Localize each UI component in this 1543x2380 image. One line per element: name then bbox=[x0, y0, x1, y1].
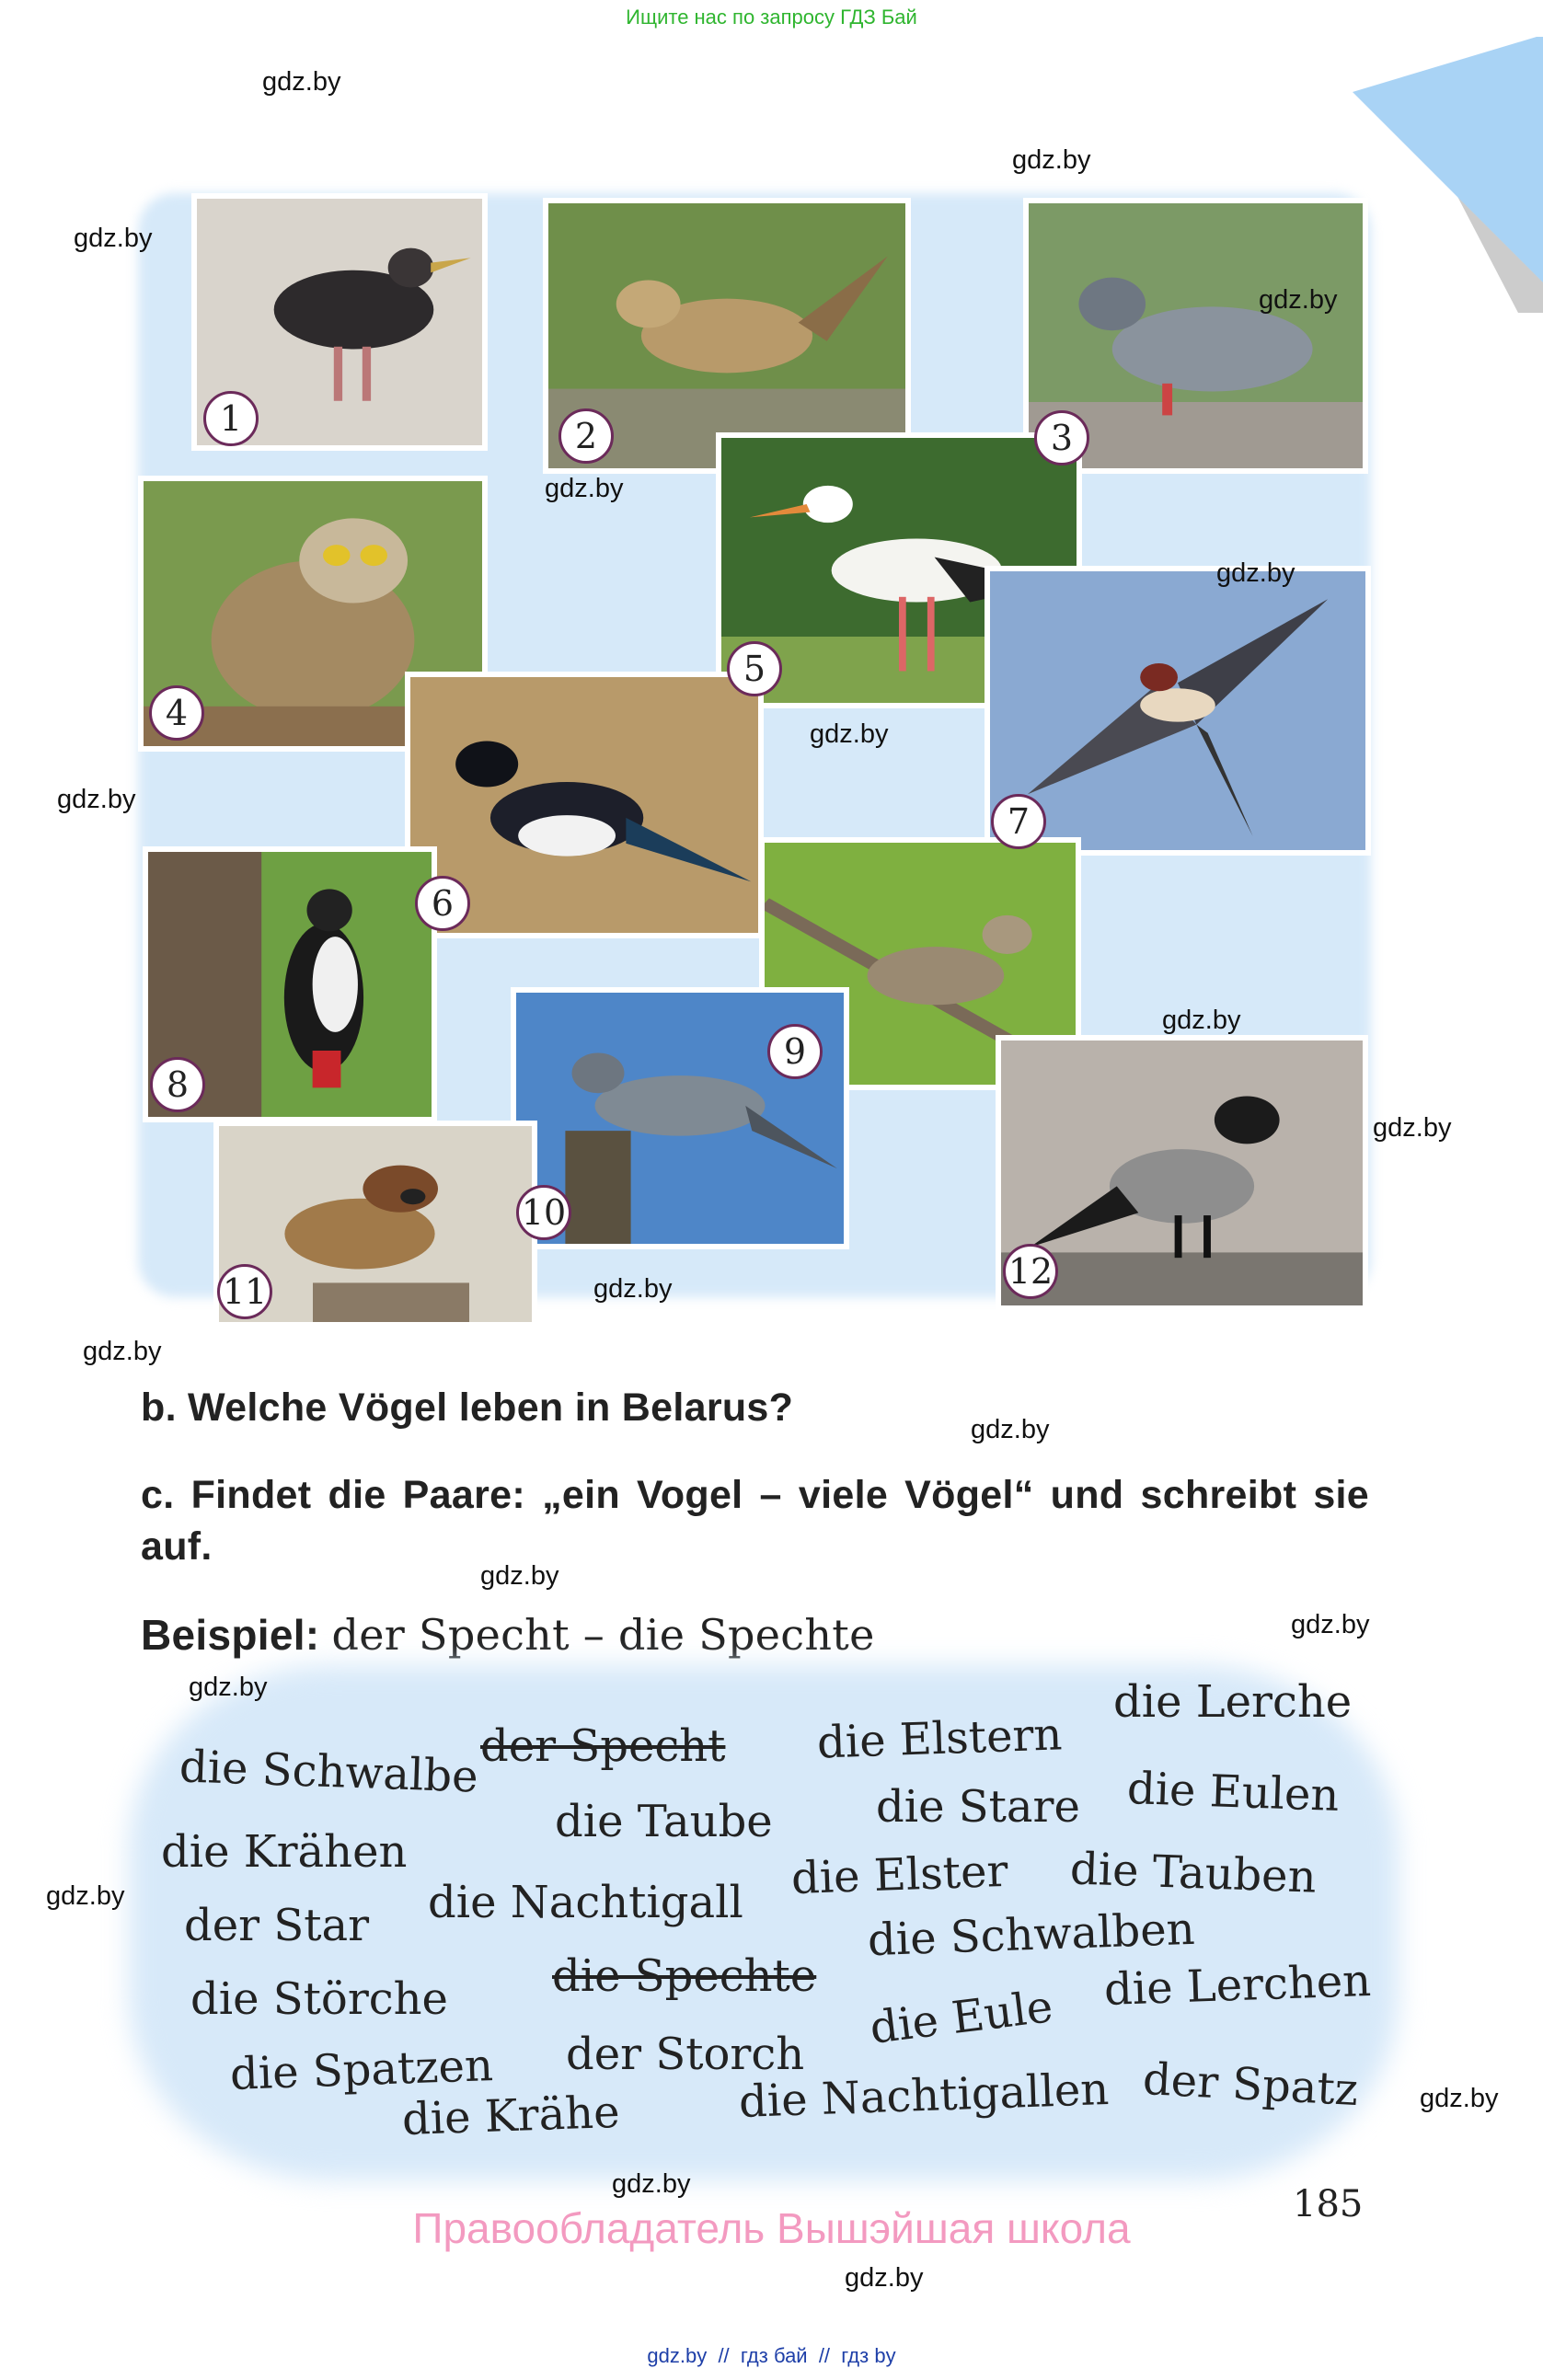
photo-number-5: 5 bbox=[727, 641, 782, 696]
page-corner-tab bbox=[1353, 37, 1543, 313]
word-die-stoerche: die Störche bbox=[190, 1973, 448, 2025]
word-die-schwalben: die Schwalben bbox=[867, 1903, 1196, 1967]
watermark: gdz.by bbox=[262, 67, 341, 97]
word-die-spechte-crossed: die Spechte bbox=[552, 1950, 817, 2002]
question-c: c. Findet die Paare: „ein Vogel – viele Vögel“ und schreibt sie auf. bbox=[141, 1473, 1369, 1569]
watermark: gdz.by bbox=[1259, 285, 1338, 315]
word-die-kraehe: die Krähe bbox=[401, 2086, 621, 2146]
word-die-stare: die Stare bbox=[876, 1781, 1080, 1833]
photo-number-6: 6 bbox=[415, 876, 470, 931]
watermark: gdz.by bbox=[1216, 558, 1295, 588]
photo-number-7: 7 bbox=[991, 794, 1046, 849]
photo-number-2: 2 bbox=[558, 408, 614, 464]
watermark: gdz.by bbox=[1373, 1113, 1452, 1143]
watermark: gdz.by bbox=[57, 785, 136, 814]
watermark: gdz.by bbox=[971, 1415, 1050, 1444]
word-der-specht-crossed: der Specht bbox=[480, 1720, 726, 1772]
example-line bbox=[141, 1610, 875, 1660]
word-der-spatz: der Spatz bbox=[1141, 2052, 1360, 2117]
watermark: gdz.by bbox=[845, 2263, 924, 2293]
watermark: gdz.by bbox=[46, 1881, 125, 1911]
photo-number-3: 3 bbox=[1034, 410, 1089, 466]
word-die-spatzen: die Spatzen bbox=[229, 2040, 494, 2100]
word-der-storch: der Storch bbox=[566, 2029, 805, 2080]
word-die-elster: die Elster bbox=[790, 1845, 1009, 1905]
word-die-taube: die Taube bbox=[555, 1796, 773, 1847]
photo-number-4: 4 bbox=[149, 685, 204, 741]
watermark: gdz.by bbox=[1012, 145, 1091, 175]
word-die-kraehen: die Krähen bbox=[161, 1826, 408, 1878]
example-label: Beispiel: bbox=[141, 1611, 320, 1659]
word-die-elstern: die Elstern bbox=[816, 1708, 1064, 1769]
word-die-lerche: die Lerche bbox=[1113, 1676, 1353, 1728]
watermark: gdz.by bbox=[480, 1561, 559, 1591]
watermark: gdz.by bbox=[1420, 2084, 1499, 2113]
copyright-owner: Правообладатель Вышэйшая школа bbox=[412, 2204, 1131, 2252]
word-die-schwalbe: die Schwalbe bbox=[178, 1741, 479, 1803]
photo-number-10: 10 bbox=[516, 1185, 571, 1240]
watermark: gdz.by bbox=[1291, 1610, 1370, 1639]
photo-number-12: 12 bbox=[1003, 1244, 1058, 1299]
watermark: gdz.by bbox=[189, 1673, 268, 1702]
photo-number-8: 8 bbox=[150, 1057, 205, 1112]
photo-number-1: 1 bbox=[203, 391, 259, 446]
question-b: b. Welche Vögel leben in Belarus? bbox=[141, 1385, 794, 1430]
watermark: gdz.by bbox=[810, 719, 889, 749]
watermark: gdz.by bbox=[74, 224, 153, 253]
word-die-nachtigallen: die Nachtigallen bbox=[738, 2063, 1111, 2129]
word-die-eule: die Eule bbox=[867, 1981, 1056, 2054]
watermark: gdz.by bbox=[545, 474, 624, 503]
watermark: gdz.by bbox=[593, 1274, 673, 1304]
watermark: gdz.by bbox=[83, 1337, 162, 1366]
footer-links: gdz.by // гдз бай // гдз by bbox=[647, 2344, 896, 2367]
word-die-nachtigall: die Nachtigall bbox=[428, 1877, 743, 1928]
page-number: 185 bbox=[1293, 2183, 1364, 2225]
word-der-star: der Star bbox=[184, 1900, 370, 1951]
word-die-eulen: die Eulen bbox=[1126, 1762, 1341, 1822]
watermark: gdz.by bbox=[612, 2169, 691, 2199]
photo-number-11: 11 bbox=[217, 1264, 272, 1319]
watermark: gdz.by bbox=[1162, 1006, 1241, 1035]
example-text: der Specht – die Spechte bbox=[331, 1610, 875, 1660]
top-banner: Ищите нас по запросу ГДЗ Бай bbox=[626, 6, 917, 29]
photo-number-9: 9 bbox=[767, 1024, 823, 1079]
word-die-tauben: die Tauben bbox=[1069, 1843, 1318, 1903]
word-die-lerchen: die Lerchen bbox=[1103, 1954, 1372, 2017]
